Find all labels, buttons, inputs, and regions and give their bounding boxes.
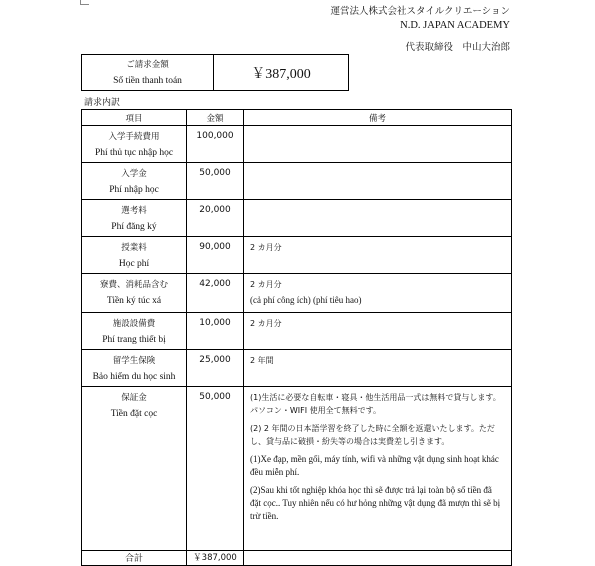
amount-cell: 20,000 [187, 200, 244, 237]
item-name-jp: 施設設備費 [112, 319, 156, 329]
table-row [82, 387, 512, 551]
item-name-vn: Phí thủ tục nhập học [94, 148, 174, 158]
table-row [82, 126, 512, 163]
item-name-vn: Tiền đặt cọc [110, 409, 158, 419]
total-notes-cell [244, 551, 512, 566]
amount-cell: 42,000 [187, 274, 244, 313]
item-cell [82, 200, 187, 237]
school-name: N.D. JAPAN ACADEMY [400, 20, 510, 31]
notes-cell [244, 274, 512, 313]
note-line: 2 カ月分 [250, 243, 282, 252]
note-line: (cả phí công ích) (phí tiêu hao) [250, 295, 362, 305]
amount-cell: 10,000 [187, 313, 244, 350]
table-row [82, 200, 512, 237]
note-line: (2)Sau khi tốt nghiệp khóa học thì sẽ được trả lại toàn bộ số tiền đã đặt cọc.. Tuy nhiên nếu có hư hỏng những vật dụng đã mượn thì sẽ bị trừ tiền. [250, 485, 501, 521]
item-cell [82, 274, 187, 313]
item-name-jp: 授業料 [121, 243, 147, 253]
item-name-vn: Phí đăng ký [111, 222, 157, 232]
header-item: 項目 [82, 110, 187, 126]
notes-cell [244, 350, 512, 387]
table-row [82, 163, 512, 200]
item-cell [82, 237, 187, 274]
item-name-vn: Phí nhập học [109, 185, 159, 195]
item-cell [82, 313, 187, 350]
section-title: 請求内訳 [84, 98, 121, 108]
item-name-jp: 寮費、消耗品含む [99, 280, 168, 290]
item-name-vn: Bảo hiểm du học sinh [92, 372, 176, 382]
note-line: (1)Xe đạp, mền gối, máy tính, wifi và những vật dụng sinh hoạt khác đều miễn phí. [250, 454, 499, 477]
billing-total-label-jp: ご請求金額 [126, 59, 169, 70]
total-amount: ￥387,000 [187, 551, 244, 566]
page-corner-mark [80, 0, 89, 5]
header-amount: 金額 [187, 110, 244, 126]
table-row [82, 350, 512, 387]
billing-total-value: ￥387,000 [251, 66, 311, 82]
item-name-jp: 入学金 [121, 169, 147, 179]
billing-breakdown-table [81, 109, 512, 566]
item-cell [82, 163, 187, 200]
table-header-row [82, 110, 512, 126]
billing-total-label [82, 55, 214, 90]
table-row [82, 313, 512, 350]
note-line: 2 年間 [250, 356, 274, 365]
notes-cell [244, 200, 512, 237]
table-total-row [82, 551, 512, 566]
notes-cell [244, 313, 512, 350]
notes-cell [244, 237, 512, 274]
amount-cell: 90,000 [187, 237, 244, 274]
item-name-vn: Học phí [118, 259, 150, 269]
header-notes: 備考 [244, 110, 512, 126]
item-name-jp: 入学手続費用 [108, 132, 160, 142]
notes-cell [244, 126, 512, 163]
note-line: 2 カ月分 [250, 280, 282, 289]
item-cell [82, 350, 187, 387]
table-row [82, 237, 512, 274]
note-line: (2) 2 年間の日本語学習を終了した時に全額を返還いたします。ただし、貸与品に破損・紛失等の場合は実費差し引きます。 [250, 424, 495, 446]
amount-cell: 50,000 [187, 387, 244, 551]
item-cell [82, 126, 187, 163]
amount-cell: 25,000 [187, 350, 244, 387]
billing-total-label-vn: Số tiền thanh toán [113, 75, 182, 86]
item-name-vn: Phí trang thiết bị [102, 335, 166, 345]
item-name-jp: 留学生保険 [112, 356, 156, 366]
billing-total-box [81, 54, 349, 91]
notes-cell [244, 387, 512, 551]
table-row [82, 274, 512, 313]
item-name-jp: 保証金 [121, 393, 147, 403]
item-name-vn: Tiền ký túc xá [106, 296, 162, 306]
item-cell [82, 387, 187, 551]
company-name: 運営法人株式会社スタイルクリエーション [330, 6, 510, 17]
representative: 代表取締役 中山大治郎 [405, 42, 510, 53]
amount-cell: 50,000 [187, 163, 244, 200]
item-name-jp: 選考料 [121, 206, 147, 216]
total-label: 合計 [82, 551, 187, 566]
amount-cell: 100,000 [187, 126, 244, 163]
notes-cell [244, 163, 512, 200]
note-line: 2 カ月分 [250, 319, 282, 328]
note-line: (1)生活に必要な自転車・寝具・他生活用品一式は無料で貸与します。パソコン・WIFI 使用全て無料です。 [250, 393, 501, 415]
